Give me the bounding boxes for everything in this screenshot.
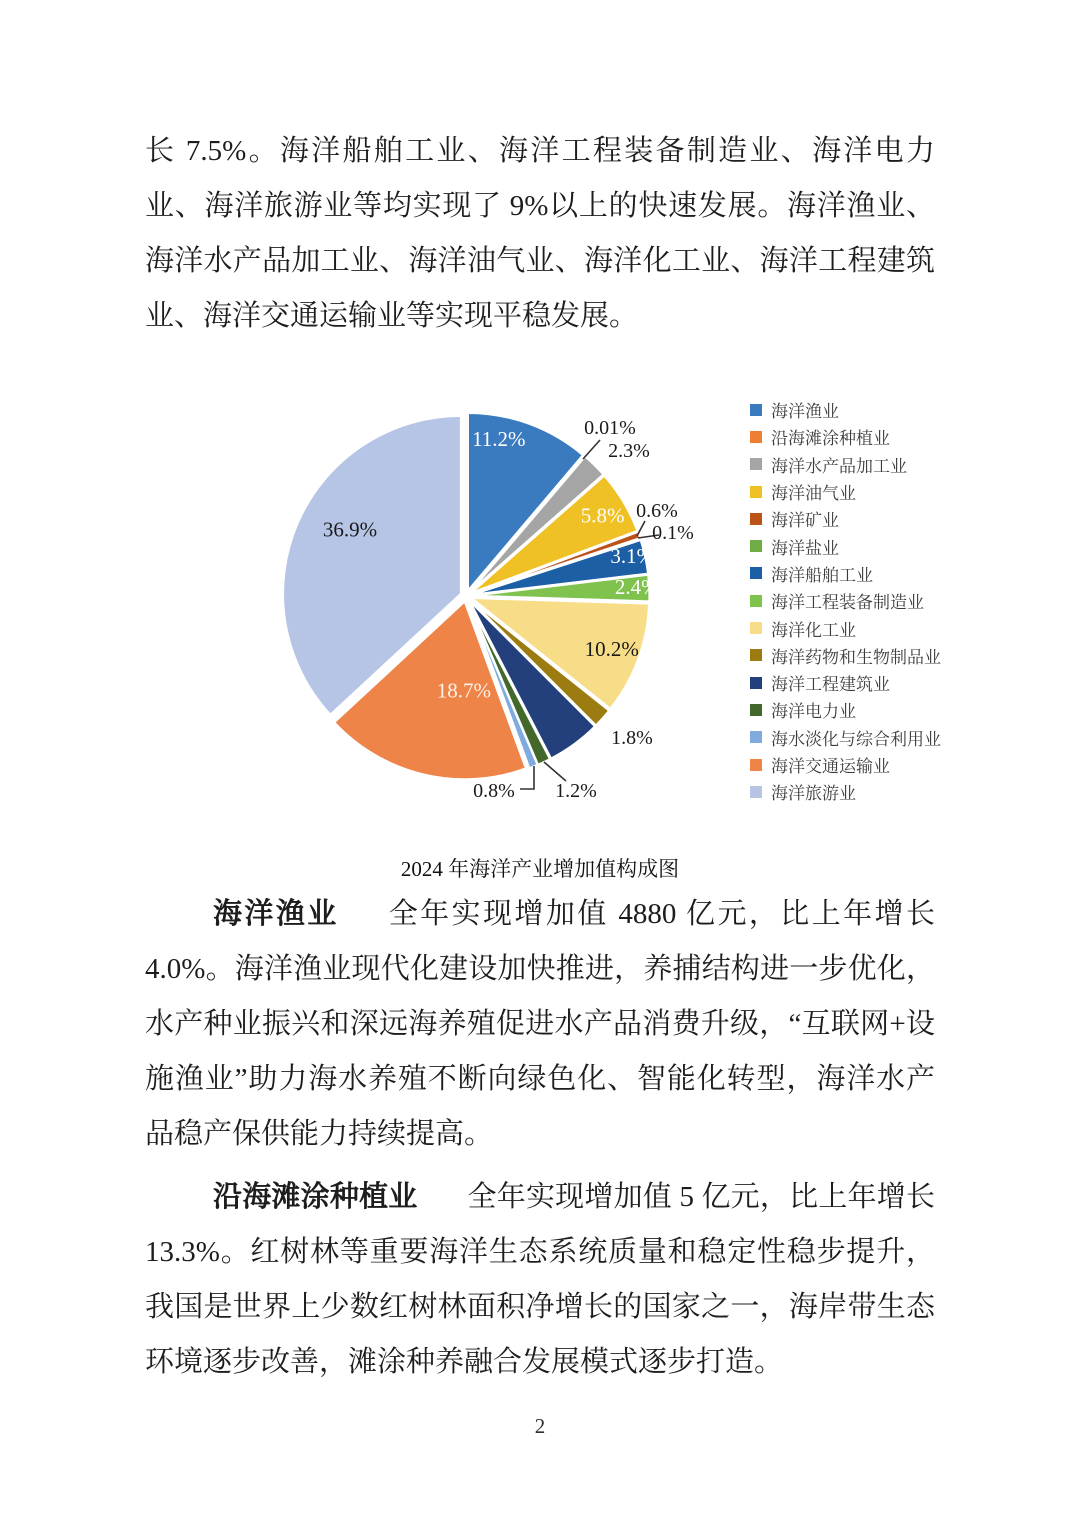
paragraph-lead: 海洋渔业: [213, 898, 339, 930]
pie-slice-label: 2.3%: [608, 440, 650, 462]
legend-label: 海洋工程装备制造业: [771, 593, 924, 613]
legend-label: 海洋矿业: [771, 511, 839, 531]
legend-swatch: [750, 759, 762, 771]
legend-swatch: [750, 458, 762, 470]
legend-item: [750, 696, 990, 723]
legend-item: [750, 478, 990, 505]
legend-item: [750, 778, 990, 805]
pie-slice-label: 1.2%: [555, 780, 597, 802]
legend-label: 沿海滩涂种植业: [771, 429, 890, 449]
label-leader-line: [637, 521, 645, 536]
legend-swatch: [750, 567, 762, 579]
legend-swatch: [750, 540, 762, 552]
paragraph-text: 全年实现增加值 5 亿元，比上年增长 13.3%。红树林等重要海洋生态系统质量和稳定性稳步提升，我国是世界上少数红树林面积净增长的国家之一，海岸带生态环境逐步改善，滩涂种养融合发展模式逐步打造。: [145, 1181, 935, 1378]
legend-label: 海洋交通运输业: [771, 757, 890, 776]
legend-item: [750, 532, 990, 559]
pie-slice-label: 2.4%: [614, 575, 659, 600]
legend-swatch: [750, 622, 762, 634]
pie-svg: [228, 385, 748, 845]
legend-item: [750, 669, 990, 696]
pie-slice-label: 5.8%: [580, 503, 625, 528]
pie-slice-label: 36.9%: [322, 517, 378, 542]
paragraph-text: 全年实现增加值 4880 亿元，比上年增长 4.0%。海洋渔业现代化建设加快推进，养捕结构进一步优化，水产种业振兴和深远海养殖促进水产品消费升级，“互联网+设施渔业”助力海水养殖不断向绿色化、智能化转型，海洋水产品稳产保供能力持续提高。: [145, 898, 935, 1150]
legend-item: [750, 724, 990, 751]
pie-slices: [283, 413, 650, 780]
pie-slice-label: 0.1%: [652, 522, 694, 544]
legend-label: 海洋渔业: [771, 402, 839, 422]
legend-swatch: [750, 486, 762, 498]
legend-label: 海洋化工业: [771, 620, 856, 640]
legend-item: [750, 560, 990, 587]
legend-swatch: [750, 595, 762, 607]
paragraph-text: 长 7.5%。海洋船舶工业、海洋工程装备制造业、海洋电力业、海洋旅游业等均实现了 9%以上的快速发展。海洋渔业、海洋水产品加工业、海洋油气业、海洋化工业、海洋工程建筑业、海洋交通运输业等实现平稳发展。: [145, 135, 935, 332]
legend-item: [750, 505, 990, 532]
legend-swatch: [750, 677, 762, 689]
legend-swatch: [750, 704, 762, 716]
page-number: 2: [534, 1414, 546, 1438]
legend-label: 海洋工程建筑业: [771, 675, 890, 695]
legend-swatch: [750, 786, 762, 798]
pie-slice-label: 0.01%: [584, 417, 636, 439]
label-leader-line: [544, 762, 566, 781]
legend-item: [750, 751, 990, 778]
legend-item: [750, 587, 990, 614]
pie-slice-label: 10.2%: [584, 637, 639, 661]
legend-item: [750, 642, 990, 669]
legend-swatch: [750, 513, 762, 525]
legend-item: [750, 451, 990, 478]
legend-label: 海水淡化与综合利用业: [771, 729, 941, 749]
legend-swatch: [750, 431, 762, 443]
paragraph-marine-fishery: [145, 887, 935, 1162]
pie-slice-label: 11.2%: [472, 427, 526, 452]
paragraph-coastal-planting: [145, 1170, 935, 1390]
pie-slice-label: 3.1%: [610, 544, 655, 569]
legend-item: [750, 614, 990, 641]
figure-caption: 2024 年海洋产业增加值构成图: [400, 857, 680, 881]
chart-legend: [750, 396, 990, 805]
legend-label: 海洋电力业: [771, 702, 856, 722]
legend-item: [750, 423, 990, 450]
legend-swatch: [750, 649, 762, 661]
pie-slice-label: 0.8%: [473, 780, 515, 802]
paragraph-growth-summary: [145, 124, 935, 344]
legend-label: 海洋盐业: [771, 538, 839, 558]
legend-item: [750, 396, 990, 423]
paragraph-lead: 沿海滩涂种植业: [213, 1181, 418, 1213]
legend-swatch: [750, 731, 762, 743]
legend-label: 海洋药物和生物制品业: [771, 647, 941, 667]
legend-swatch: [750, 404, 762, 416]
legend-label: 海洋油气业: [771, 484, 856, 504]
legend-label: 海洋旅游业: [771, 784, 856, 804]
pie-slice-label: 18.7%: [436, 678, 492, 703]
label-leader-line: [583, 440, 600, 459]
pie-slice-label: 1.8%: [611, 727, 653, 749]
legend-label: 海洋水产品加工业: [771, 456, 907, 476]
legend-label: 海洋船舶工业: [771, 565, 873, 585]
pie-slice-label: 0.6%: [636, 500, 678, 522]
